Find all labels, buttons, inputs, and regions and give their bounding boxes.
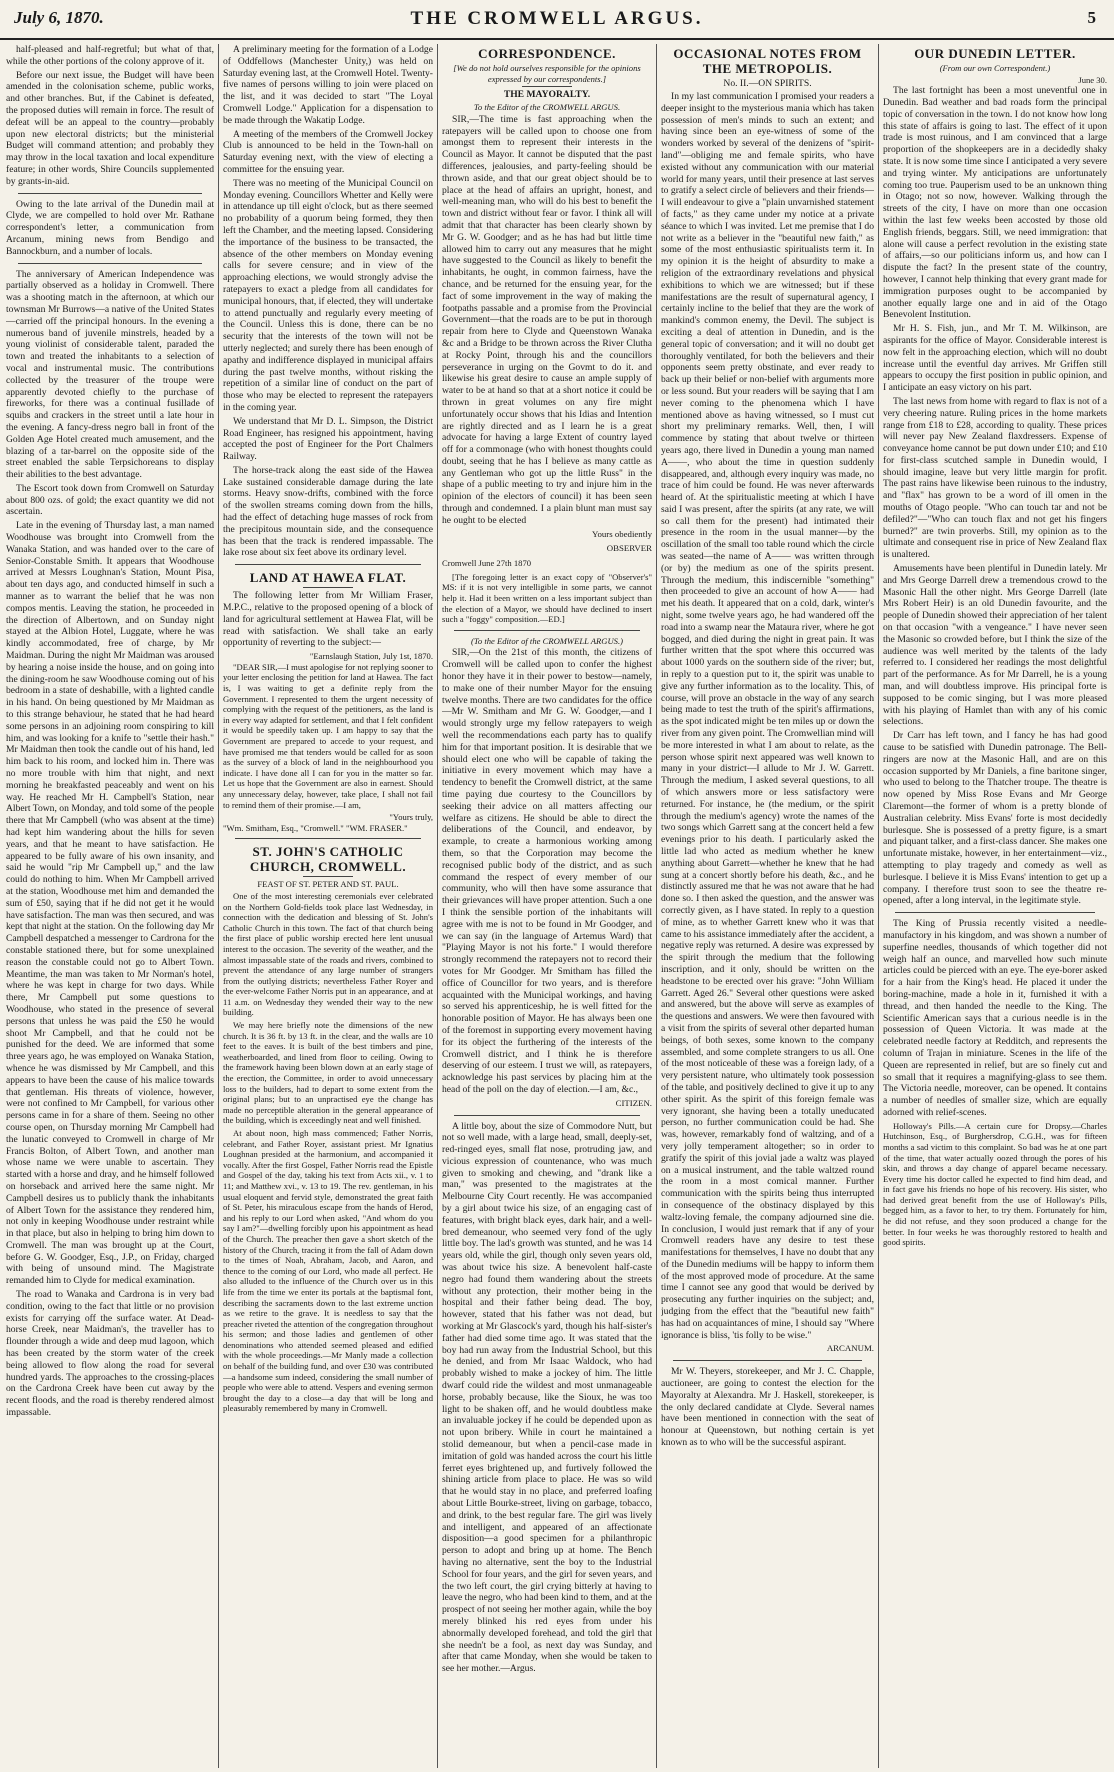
to-editor: To the Editor of the CROMWELL ARGUS. xyxy=(473,102,621,113)
land-heading: LAND AT HAWEA FLAT. xyxy=(249,570,407,586)
disclaimer: [We do not hold ourselves responsible for the opinions expressed by our correspondents.] xyxy=(453,63,641,84)
letter-signer: OBSERVER xyxy=(606,543,652,554)
article-signer: ARCANUM. xyxy=(826,1343,874,1354)
church-subheading: FEAST OF ST. PETER AND ST. PAUL. xyxy=(257,879,399,890)
notes-subheading: No. II.—ON SPIRITS. xyxy=(723,78,812,89)
column-rule xyxy=(878,44,879,1768)
divider xyxy=(303,587,353,588)
column-rule xyxy=(437,44,438,1768)
paragraph: The following letter from Mr William Fraser, M.P.C., relative to the proposed opening of a block of land for agricultural settlement at Hawea Flat, will be read with satisfaction. We shall take an early opportunity of reverting to the subject:— xyxy=(223,590,433,649)
dunedin-letter-heading: OUR DUNEDIN LETTER. xyxy=(914,46,1076,61)
letter-signoff: "Wm. Smitham, Esq., "Cromwell." "WM. FRASER." xyxy=(223,822,408,833)
letter-signer: CITIZEN. xyxy=(615,1097,652,1108)
divider xyxy=(454,1115,640,1116)
paragraph: The horse-track along the east side of the Hawea Lake sustained considerable damage during the late storms. Heavy snow-drifts, combined with the force of the swollen streams coming down from the hills, had the effect of detaching huge masses of rock from the precipitous mountain side, and the consequence has been that the track is rendered impassable. The lake rose about six feet above its ordinary level. xyxy=(223,464,433,559)
paragraph: We may here briefly note the dimensions of the new church. It is 36 ft. by 13 ft. in the clear, and the walls are 10 feet to the eaves. It is built of the best timbers and pine, weatherboarded, and lined from floor to ceiling. Owing to the framework having been blown down at an early stage of the erection, the Committee, in order to avoid unnecessary loss to the builders, had to depart to some extent from the original plans; but to an unpractised eye the change has made no perceptible alteration in the general appearance of the building, which is exceedingly neat and well finished. xyxy=(223,1020,433,1126)
paragraph: A little boy, about the size of Commodore Nutt, but not so well made, with a large head, small, deeply-set, red-ringed eyes, small flat nose, protruding jaw, and vicious expression of countenance, who was much given to smoking and chewing, and "drank like a man," was presented to the magistrates at the Melbourne City Court recently. He was accompanied by a girl about twice his size, of an engaging cast of features, with bright black eyes, dark hair, and a well-bred demeanour, who seemed very fond of the ugly little boy. The lad's growth was stunted, and he was 14 years old, while the girl, though only seven years old, was about twice his size. A benevolent half-caste negro had found them wandering about the streets without any protection, their mother being in the hospital and their father being dead. The boy, however, stated that his father was not dead, but working at Mr Glascock's yard, though his half-sister's father had died some time ago. It was stated that the boy had run away from the Industrial School, but this he denied, and from Mr Isaac Waldock, who had probably wished to make a jockey of him. The little dwarf could ride the wildest and most unmanageable horse, probably because, like the Sioux, he was too light to be shaken off, and he would doubtless make an invaluable jockey if he could be depended upon as not upon bribery. While in court he maintained a stolid demeanour, but when a pencil-case made in imitation of gold was handed across the court his little ferret eyes brightened up, and furtively followed the shining article from place to place. He was so wild that he would stay in no place, and preferred loafing about Little Bourke-street, living on garbage, tobacco, and drink, to the best regular fare. The girl was lively and intelligent, and appeared of an affectionate disposition—a good specimen for a philanthropic person to adopt and bring up at home. The Bench having no alternative, sent the boy to the Industrial School for four years, and the girl for seven years, and the two left court, the girl crying bitterly at having to leave the negro, who had been kind to them, and at the prospect of not seeing her mother again, while the boy merely blinked his red eyes from under his abnormally developed forehead, and told the girl that she needn't be a fool, as next day was Sunday, and after that came Monday, when she would be taken to see her mother.—Argus. xyxy=(442,1120,652,1675)
column-4 xyxy=(661,44,874,1768)
paragraph: half-pleased and half-regretful; but what of that, while the other portions of the colony approve of it. xyxy=(6,44,214,67)
paragraph: The King of Prussia recently visited a needle-manufactory in his kingdom, and was shown a number of superfine needles, thousands of which together did not weigh half an ounce, and marvelled how such minute articles could be pierced with an eye. The eye-borer asked for a hair from the King's head. He placed it under the boring-machine, made a hole in it, furnished it with a thread, and then handed the needle to the King. The Scientific American says that a curious needle is in the possession of Queen Victoria. It was made at the celebrated needle factory at Redditch, and represents the column of Trajan in miniature. Scenes in the life of the Queen are represented in relief, but are so finely cut and so small that it requires a magnifying-glass to see them. The Victoria needle, moreover, can be opened. It contains a number of needles of smaller size, which are equally adorned with relief-scenes. xyxy=(883,918,1107,1118)
paragraph: Owing to the late arrival of the Dunedin mail at Clyde, we are compelled to hold over Mr. Rathane correspondent's letter, a communication from Arcanum, mining news from Bendigo and Bannockburn, and a number of locals. xyxy=(6,198,214,257)
paragraph: Mr H. S. Fish, jun., and Mr T. M. Wilkinson, are aspirants for the office of Mayor. Considerable interest is now felt in the approaching election, which will no doubt increase until the eventful day arrives. Mr Griffen still appears to occupy the first position in public opinion, and I anticipate an easy victory on his part. xyxy=(883,323,1107,394)
column-rule xyxy=(656,44,657,1768)
divider xyxy=(522,86,572,87)
masthead xyxy=(0,0,1114,40)
paragraph: We understand that Mr D. L. Simpson, the District Road Engineer, has resigned his appointment, having accepted the post of Engineer for the Port Chalmers Railway. xyxy=(223,415,433,463)
paragraph: The last news from home with regard to flax is not of a very cheering nature. Ruling prices in the home markets range from £18 to £28, according to quality. These prices will never pay New Zealand flaxdressers. Expense of conveyance home cannot be put down under £10; and £10 for first-class scutched sample in Dunedin would, I should imagine, leave but very little margin for profit. The past rains have likewise been ruinous to the industry, and "flax" has grown to be a word of ill omen in the mouths of Otago people. "Who can touch tar and not be defiled?"—"Who can touch flax and not get his fingers burned?" are twin proverbs. Still, my opinion as to the ultimate and consequent rise in price of New Zealand flax is unaltered. xyxy=(883,395,1107,561)
divider xyxy=(18,193,202,194)
issue-date: July 6, 1870. xyxy=(14,8,104,27)
paragraph: The anniversary of American Independence was partially observed as a holiday in Cromwell. There was a shooting match in the afternoon, at which our townsman Mr Burrows—a native of the United States—carried off the principal honours. In the evening a numerous band of juvenile minstrels, headed by a young violinist of considerable talent, paraded the town and treated the inhabitants to a selection of vocal and instrumental music. The contributions collected by the treasurer of the troupe were apparently devoted chiefly to the purchase of fireworks, for there was a continual fusillade of squibs and crackers in the street until a late hour in the evening. A fancy-dress negro ball in front of the Golden Age Hotel created much amusement, and the blazing of a tar-barrel on the opposite side of the street enabled the sable Terpsichoreans to display their abilities to the best advantage. xyxy=(6,268,214,481)
divider xyxy=(673,1360,862,1361)
paragraph: At about noon, high mass commenced; Father Norris, celebrant, and Father Royer, assistant priest. Mr Ignatius Loughnan presided at the harmonium, and accompanied it vocally. After the first Gospel, Father Norris read the Epistle and Gospel of the day, taking his text from Acts xii., v. 1 to 11; and Matthew xvi., v. 13 to 19. The rev. gentleman, in his usual eloquent and fervid style, demonstrated the great faith of St. Peter, his miraculous escape from the hands of Herod, and his reply to our Lord when asked, "And whom do you say I am?"—dwelling forcibly upon his appointment as head of the Church. The preacher then gave a short sketch of the history of the Church, tracing it from the fall of Adam down to the times of Noah, Abraham, Jacob, and Aaron, and thence to the coming of our Lord, who made all perfect. He also alluded to the influence of the Church over us in this life from the time we enter its portals at the baptismal font, describing the sacraments down to the last extreme unction as we retire to the grave. It is needless to say that the preacher riveted the attention of the congregation throughout his sermon; and those ladies and gentlemen of other denominations who attended seemed pleased and edified with the whole proceedings.—Mr Manly made a collection on behalf of the building fund, and over £30 was contributed—a handsome sum indeed, considering the small number of people who were able to attend. Vespers and evening sermon brought the day to a close—a day that will be long and pleasurably remembered by many in Cromwell. xyxy=(223,1128,433,1414)
column-3 xyxy=(442,44,652,1768)
newspaper-title: THE CROMWELL ARGUS. xyxy=(410,8,704,29)
letter-date: June 30. xyxy=(1078,74,1107,85)
paragraph: In my last communication I promised your readers a deeper insight to the mysterious mania which has taken possession of men's minds to such an extent; and having since been an eye-witness of some of the wonders worked by several of the denizens of "spirit-land"—obliging me and female spirits, who have existed without any communication with our material world for many years, until their presence at last serves to gratify a select circle of believers and their friends—I will endeavour to give a "plain unvarnished statement of facts," as they came under my notice at a private séance to which I was invited. Let me premise that I do not write as a believer in the "beautiful new faith," as some of the most enthusiastic spiritualists term it. In my opinion it is the height of absurdity to make a religion of the extraordinary revelations and physical exhibitions to which we are witnessed; but if these manifestations are the result of supernatural agency, I certainly incline to the belief that they are the work of mankind's common enemy, the Devil. The subject is exciting a deal of attention in Dunedin, and is the general topic of conversation; and it will no doubt get thoroughly ventilated, for both the believers and their opponents seem pretty obstinate, and ever ready to back up their belief or non-belief with arguments more or less sound. But your readers will be saying that I am never coming to the phenomena which I have mentioned above as having witnessed, so I must cut short my preliminary remarks. Well, then, I will commence by stating that about twelve or thirteen years ago, there lived in Dunedin a young man named A——, who about the time in question suddenly disappeared, and, although every inquiry was made, no trace of him could be found. He was never afterwards heard of. At the spiritualistic meeting at which I have said I was present, after the spirits (at any rate, we will so call them for the present) had intimated their presence in the room in the usual manner—by the oscillation of the small too table round which the circle was seated—the name of A—— was written through (or by) the medium as one of the spirits present. Through the medium, this indiscernible "something" then proceeded to give an account of how A—— had met his death. It appeared that on a cold, dark, winter's night, some twelve years ago, he had wandered off the road into a swamp near the Mataura river, where he got bogged, and died during the night in great pain. It was further written that the spot where this occurred was about 1000 yards on the southern side of the river; but, in reply to a question put to it, the spirit was unable to give any further information as to the locality. This, of course, will prove an obstacle in the way of any search being made to test the truth of the spirit's affirmations, as the spot indicated might be ten miles up or down the river from any given point. The Cromwellian mind will be more interested in what I am about to relate, as the person whose spirit next appeared was well known to many in your district—I allude to Mr J. W. Garrett. Through the medium, I asked several questions, to all of which answers more or less satisfactory were returned. For instance, he (the medium, or the spirit through the medium's agency) wrote the names of the two songs which Garrett sang at the concert held a few evenings prior to his death. I particularly asked the little lad who acted as medium whether he knew anything about Garrett—whether he knew that he had sung at a concert shortly before his death, &c., and he distinctly assured me that he was not aware that he had done so. I then asked the question, and the answer was correctly given, as I have stated. In reply to a question of mine, as to whether Garrett knew who it was that came to his assistance immediately after the accident, a negative reply was returned. A desire was expressed by the spirit through the medium that the following inscription, and it only, should be written on the headstone to be erected over his grave: "John William Garrett. Aged 26." Several other questions were asked and answered, but the above will serve as examples of the questions and answers. We were then favoured with a visit from the spirits of several other departed human beings, of both sexes, some known to the company assembled, and some complete strangers to us all. One of the most noticeable of these was a foreign lady, of a very persistent nature, who ultimately took possession of the table, and positively declined to give it up to any other spirit. As the spirit of this foreign female was very ignorant, she having been a totally uneducated person, no further communication could be had. She was, however, remarkably fond of waltzing, and of a very jolly temperament altogether; so in order to gratify the spirit of this jovial jade a waltz was played on a musical instrument, and the table waltzed round the room in a most comical manner. Further communication with the spirits being thus interrupted in consequence of the obstinacy displayed by this waltz-loving female, the company adjourned sine die. In conclusion, I would just remark that if any of your Cromwell readers have any desire to test these manifestations for themselves, I have no doubt that any of the Dunedin mediums will be happy to inform them of the most approved mode of procedure. At the same time I cannot see any good that would be derived by prosecuting any further inquiries on the subject; and, judging from the effect that the "beautiful new faith" has had on acquaintances of mine, I should say "Where ignorance is bliss, 'tis folly to be wise." xyxy=(661,91,874,1341)
correspondence-heading: CORRESPONDENCE. xyxy=(478,46,616,61)
paragraph: One of the most interesting ceremonials ever celebrated on the Northern Gold-fields took place last Wednesday, in connection with the dedication and blessing of St. John's Catholic Church in this town. The fact of that church being the first place of public worship erected here lent unusual interest to the occasion. The severity of the weather, and the almost impassable state of the roads and rivers, combined to prevent the attendance of any large number of strangers from the outlying districts; nevertheless Father Royer and the ever-welcome Father Norris put in an appearance, and at 11 a.m. on Wednesday they wended their way to the new building. xyxy=(223,890,433,1018)
to-editor: (To the Editor of the CROMWELL ARGUS.) xyxy=(471,635,623,646)
paragraph: There was no meeting of the Municipal Council on Monday evening. Councillors Whetter and Kelly were in attendance up till eight o'clock, but as there seemed no probability of a quorum being formed, they then left the Chamber, and the meeting lapsed. Considering the importance of the business to be transacted, the absence of the other members on Monday evening calls for severe censure; and in view of the approaching elections, we would strongly advise the ratepayers to exact a pledge from all candidates for municipal honours, that, if elected, they will undertake to attend punctually and regularly every meeting of the Council. Unless this is done, there can be no security that the interests of the town will not be utterly neglected; and surely there has been enough of apathy and indifference displayed in municipal affairs during the past twelve months, without risking the repetition of a similar line of conduct on the part of those who may be elected to represent the ratepayers in the coming year. xyxy=(223,177,433,413)
paragraph: The Escort took down from Cromwell on Saturday about 800 ozs. of gold; the exact quantity we did not ascertain. xyxy=(6,482,214,518)
paragraph: Mr W. Theyers, storekeeper, and Mr J. C. Chapple, auctioneer, are going to contest the election for the Mayoralty at Alexandra. Mr J. Haskell, storekeeper, is the only declared candidate at Clyde. Several names have been mentioned in connection with the seat of honour at Queenstown, but nothing certain is yet known as to who will be the successful aspirant. xyxy=(661,1366,874,1449)
letter-body: SIR,—The time is fast approaching when the ratepayers will be called upon to choose one from amongst them to represent their interests in the Council as Mayor. It cannot be disputed that the past differences, jealousies, and party-feeling should be thrown aside, and that our great object should be to place at the head of affairs an upright, honest, and well-meaning man, who will do his best to benefit the town and district without fear or favor. I think all will admit that that character has been clearly shown by Mr G. W. Goodger; and as he has had but little time allowed him to carry out any measures that he might have suggested to the Council as likely to benefit the inhabitants, he ought, in common fairness, have the chance, and be returned for the ensuing year, for the fact of some improvement in the way of making the footpaths passable and a promise from the Provincial Government—that the roads are to be put in thorough repair from here to Clyde and Queenstown Wanaka &c and a Bridge to be thrown across the River Clutha at Rocky Point, through his and the councillors perseverance in urging on the Govmt to do it. and likewise his great desire to cause an ample supply of water to be at hand so that at a short notice it could be thrown in great volumes on any fire might unfortunately occur shows that his Idias and Intention are rightly directed and as I learn he is a great advocate for having a large Extent of country layed off for a commonage (who with honest thoughts could doubt, seeing that he has I believe as many cattle as any Gentleman who got up the little Russ" in the shape of a public meeting to try and injure him in the opinion of the electors of council) it has been seen through and condemned. I a plain blunt man must say he ought to be elected xyxy=(442,113,652,526)
editor-note: [The foregoing letter is an exact copy of "Observer's" MS: if it is not very intelligible in some parts, we cannot help it. Had it been written on a less important subject than the election of a Mayor, we should have declined to insert such a "foggy" composition.—ED.] xyxy=(442,571,652,625)
paragraph: Dr Carr has left town, and I fancy he has had good cause to be satisfied with Dunedin patronage. The Bell-ringers are now at the Masonic Hall, and are on this occasion supported by Mr Daniels, a fine baritone singer, who used to belong to the Thatcher troupe. The theatre is now opened by Miss Rose Evans and Mr George Claremont—the former of whom is a pretty blonde of Australian celebrity. Miss Evans' forte is most decidedly burlesque. She is possessed of a pretty figure, is a smart and piquant talker, and a first-class dancer. She makes one unfortunate mistake, however, in her entertainment—viz., attempting to play tragedy and comedy as well as burlesque. I believe it is Miss Evans' intention to get up a company. I therefore trust soon to see the theatre re-opened, after a long interval, in the legitimate style. xyxy=(883,730,1107,907)
divider xyxy=(18,263,202,264)
letter-body: SIR,—On the 21st of this month, the citizens of Cromwell will be called upon to confer the highest honor they have it in their power to bestow—namely, to make one of their number Mayor for the ensuing twelve months. There are two candidates for the office—Mr W. Smitham and Mr G. W. Goodger,—and I would strongly urge my fellow ratepayers to weigh well the recommendations each party has to qualify him for that important position. It is desirable that we should elect one who will be capable of taking the initiative in every movement which may have a tendency to benefit the Cromwell district, at the same time paying due courtesy to the Councillors by seeking their advice on all matters affecting our welfare as citizens. He should be able to direct the deliberations of the Council, and endeavor, by example, to create a harmonious working among them, so that the Corporation may become the recognised public body of the district, and as such command the respect of every member of our community, who will then have some assurance that their grievances will have proper attention. Such a one I think the sensible portion of the inhabitants will agree with me is not to be found in Mr Goodger, and we can say (in the language of Artemus Ward) that "Playing Mayor is not his forte." I would therefore strongly recommend the ratepayers not to record their votes for Mr Goodger. Mr Smitham has filled the office of Councillor for two years, and is therefore acquainted with the Municipal workings, and having so served his apprenticeship, he is well fitted for the honorable position of Mayor. He has always been one of the foremost in supporting every movement having for its object the furthering of the interests of the Cromwell district, and I think he is therefore deserving of our esteem. I trust we will, as ratepayers, acknowledge his past services by placing him at the head of the poll on the day of election.—I am, &c., xyxy=(442,647,652,1095)
divider xyxy=(235,838,421,839)
church-heading: ST. JOHN'S CATHOLIC CHURCH, CROMWELL. xyxy=(249,844,407,875)
divider xyxy=(895,912,1095,913)
paragraph: The last fortnight has been a most uneventful one in Dunedin. Bad weather and bad roads form the principal topic of conversation in the town. I do not know how long this state of affairs is going to last. The effect of it upon trade is most ruinous, and I am convinced that a large proportion of the shopkeepers are in a decidedly shaky state. It is now some time since I anticipated a very severe and trying winter. My anticipations are unfortunately coming too true. Pauperism used to be an unknown thing in Otago; not so now, however. Walking through the streets of the city, I have on more than one occasion within the last few weeks been accosted by those old English friends, beggars. Still, we need immigration: that alone will cause a perfect revolution in the existing state of affairs,—so our politicians inform us, and how can I dispute the fact? In the present state of the country, however, I cannot help thinking that every grant made for immigration purposes ought to be accompanied by another equally large one and in aid of the Otago Benevolent Institution. xyxy=(883,85,1107,321)
letter-sign: Yours obediently xyxy=(592,528,652,539)
letter-body: "DEAR SIR,—I must apologise for not replying sooner to your letter enclosing the petition for land at Hawea. The fact is, I was waiting to get a definite reply from the Government. I represented to them the urgent necessity of complying with the request of the petitioners, as the land is in every way adapted for settlement, and that I felt confident it would be speedily taken up. I am happy to say that the Government are prepared to accede to your request, and have promised me that tenders would be called for as soon as the survey of a block of land in the neighbourhood you indicate. I have done all I can for you in the matter so far. Let us hope that the Government are also in earnest. Should any unnecessary delay, however, take place, I shall not fail to remind them of their promise.—I am, xyxy=(223,661,433,810)
divider xyxy=(454,630,640,631)
column-2 xyxy=(223,44,433,1768)
letter-close: "Yours truly, xyxy=(389,812,433,823)
advertisement: Holloway's Pills.—A certain cure for Dropsy.—Charles Hutchinson, Esq., of Burghersdrop, C.G.H., was for fifteen months a sad victim to this complaint. So bad was he at one part of the time, that water actually oozed through the pores of his skin, and throws a day change of apparel became necessary. Every time his doctor called he expected to find him dead, and in fact gave his friends no hope of his recovery. His sister, who had derived great benefit from the use of Holloway's Pills, begged him, as a favor to her, to try them. Fortunately for him, he did not refuse, and they soon produced a change for the better. In four weeks he was thoroughly restored to health and good spirits. xyxy=(883,1120,1107,1248)
paragraph: The road to Wanaka and Cardrona is in very bad condition, owing to the fact that little or no provision exists for carrying off the surface water. At Dead-horse Creek, near Maidman's, the traveller has to flounder through a wide and deep mud lagoon, which has been created by the storm water of the creek being allowed to flow along the road for several hundred yards. The approaches to the crossing-places on the Cardrona Creek have been cut away by the recent floods, and the road is thereby rendered almost impassable. xyxy=(6,1289,214,1419)
notes-heading: OCCASIONAL NOTES FROM THE METROPOLIS. xyxy=(673,46,862,76)
divider xyxy=(235,564,421,565)
page-number: 5 xyxy=(1087,8,1096,27)
paragraph: Before our next issue, the Budget will have been amended in the colonisation scheme, public works, and other branches. But, if the Cabinet is defeated, the proposed duties will remain in force. The result of defeat will be an appeal to the country—probably upon new electoral districts; but the ministerial Budget will command attention; and probably they may throw in the local taxation and local expenditure feature; in other words, Shire Councils supplemented by grants-in-aid. xyxy=(6,69,214,187)
column-1 xyxy=(6,44,214,1768)
paragraph: A meeting of the members of the Cromwell Jockey Club is announced to be held in the Town-hall on Saturday evening next, with the view of electing a committee for the ensuing year. xyxy=(223,128,433,175)
paragraph: Late in the evening of Thursday last, a man named Woodhouse was brought into Cromwell from the Wanaka Station, and was handed over to the care of Senior-Constable Smith. It appears that Woodhouse arrived at Messrs Loughnan's Station, Mount Pisa, about ten days ago, and conducted himself in such a manner as to warrant the belief that he was non compos mentis. Leaving the station, he proceeded in the direction of Albertown, and on Sunday night stayed at the Albion Hotel, Luggate, where he was kindly accommodated, free of charge, by Mr Maidman. During the night Mr Maidman was aroused by hearing a noise inside the house, and on going into the dining-room he saw Woodhouse coming out of his bedroom in a state of deshabille, with a lighted candle in his hand. On being questioned by Mr Maidman as to this strange behaviour, he stated that he had heard some persons in an adjoining room conspiring to kill him, and was looking for a knife to "settle their hash." Mr Maidman then took the candle out of his hand, led him back to his room, and locked him in. There was no more trouble with him that night, and next morning he breakfasted peaceably and went on his way. He reached Mr H. Campbell's Station, near Albert Town, on Monday, and told some of the people there that Mr Campbell (who was absent at the time) had kept him wandering about the hills for seven years, and that he meant to have satisfaction. He appeared to be fully aware of his own insanity, and said he would "rip Mr Campbell up," and the law could do nothing to him. When Mr Campbell arrived at the station, Woodhouse met him and demanded the sum of £50, saying that if he did not get it he would have satisfaction. The man was then secured, and was kept that night at the station. On the following day Mr Campbell despatched a messenger to Cardrona for the constable stationed there, but for some unexplained reason the constable could not go to Albert Town. Meantime, the man was taken to Mr Norman's hotel, where he was kept in charge for two days. While there, Mr Campbell put some questions to Woodhouse, who stated in the presence of several persons that unless he was paid the £50 he would shoot Mr Campbell, and that he could not be punished for the deed. We are informed that some three years ago, he was employed on Wanaka Station, whence he was dismissed by Mr Campbell, and this appears to have been the cause of his malice towards that gentleman. His threats of violence, however, were not confined to Mr Campbell, for various other persons came in for a share of them. Seeing no other course open, on Thursday morning Mr Campbell had the lunatic conveyed to Cromwell in charge of Mr Francis Bolton, of Albert Town, and another man whose name we were unable to ascertain. They started with a horse and dray, and he himself followed on horseback and arrived here the same night. Mr Campbell desires us to publicly thank the inhabitants of Albert Town for the assistance they rendered him, not only in keeping Woodhouse under restraint while in that place, but also in helping to bring him down to Cromwell. The man was brought up at the Court, before G. W. Goodger, Esq., J.P., on Friday, charged with being of unsound mind. The Magistrate remanded him to Clyde for medical examination. xyxy=(6,520,214,1287)
from-correspondent: (From our own Correspondent.) xyxy=(939,63,1051,73)
letter-date: Cromwell June 27th 1870 xyxy=(442,558,532,569)
column-rule xyxy=(218,44,219,1768)
paragraph: A preliminary meeting for the formation of a Lodge of Oddfellows (Manchester Unity,) was held on Saturday evening last, at the Cromwell Hotel. Twenty-five names of persons willing to join were placed on the list, and it was decided to start "The Loyal Cromwell Lodge." Application for a dispensation to be made through the Wakatip Lodge. xyxy=(223,44,433,126)
divider xyxy=(303,876,353,877)
letter-dateline: "Earnslaugh Station, July 1st, 1870. xyxy=(309,651,433,662)
mayoralty-heading: THE MAYORALTY. xyxy=(503,89,591,101)
paragraph: Amusements have been plentiful in Dunedin lately. Mr and Mrs George Darrell drew a tremendous crowd to the Masonic Hall the other night. Mrs George Darrell (late Mrs Robert Heir) is an old Dunedin favourite, and the people of Dunedin showed their appreciation of her talent on that occasion "with a vengeance." I have never seen the Masonic so crowded before, but I think the size of the audience was well merited by the talents of the lady referred to. I considered her readings the most delightful part of the performance. As for Mr Darrell, he is a young man, and will doubtless improve. His principal forte is supposed to be comic singing, but I was more pleased with his playing of Hamlet than with any of his comic selections. xyxy=(883,563,1107,728)
column-5 xyxy=(883,44,1107,1768)
